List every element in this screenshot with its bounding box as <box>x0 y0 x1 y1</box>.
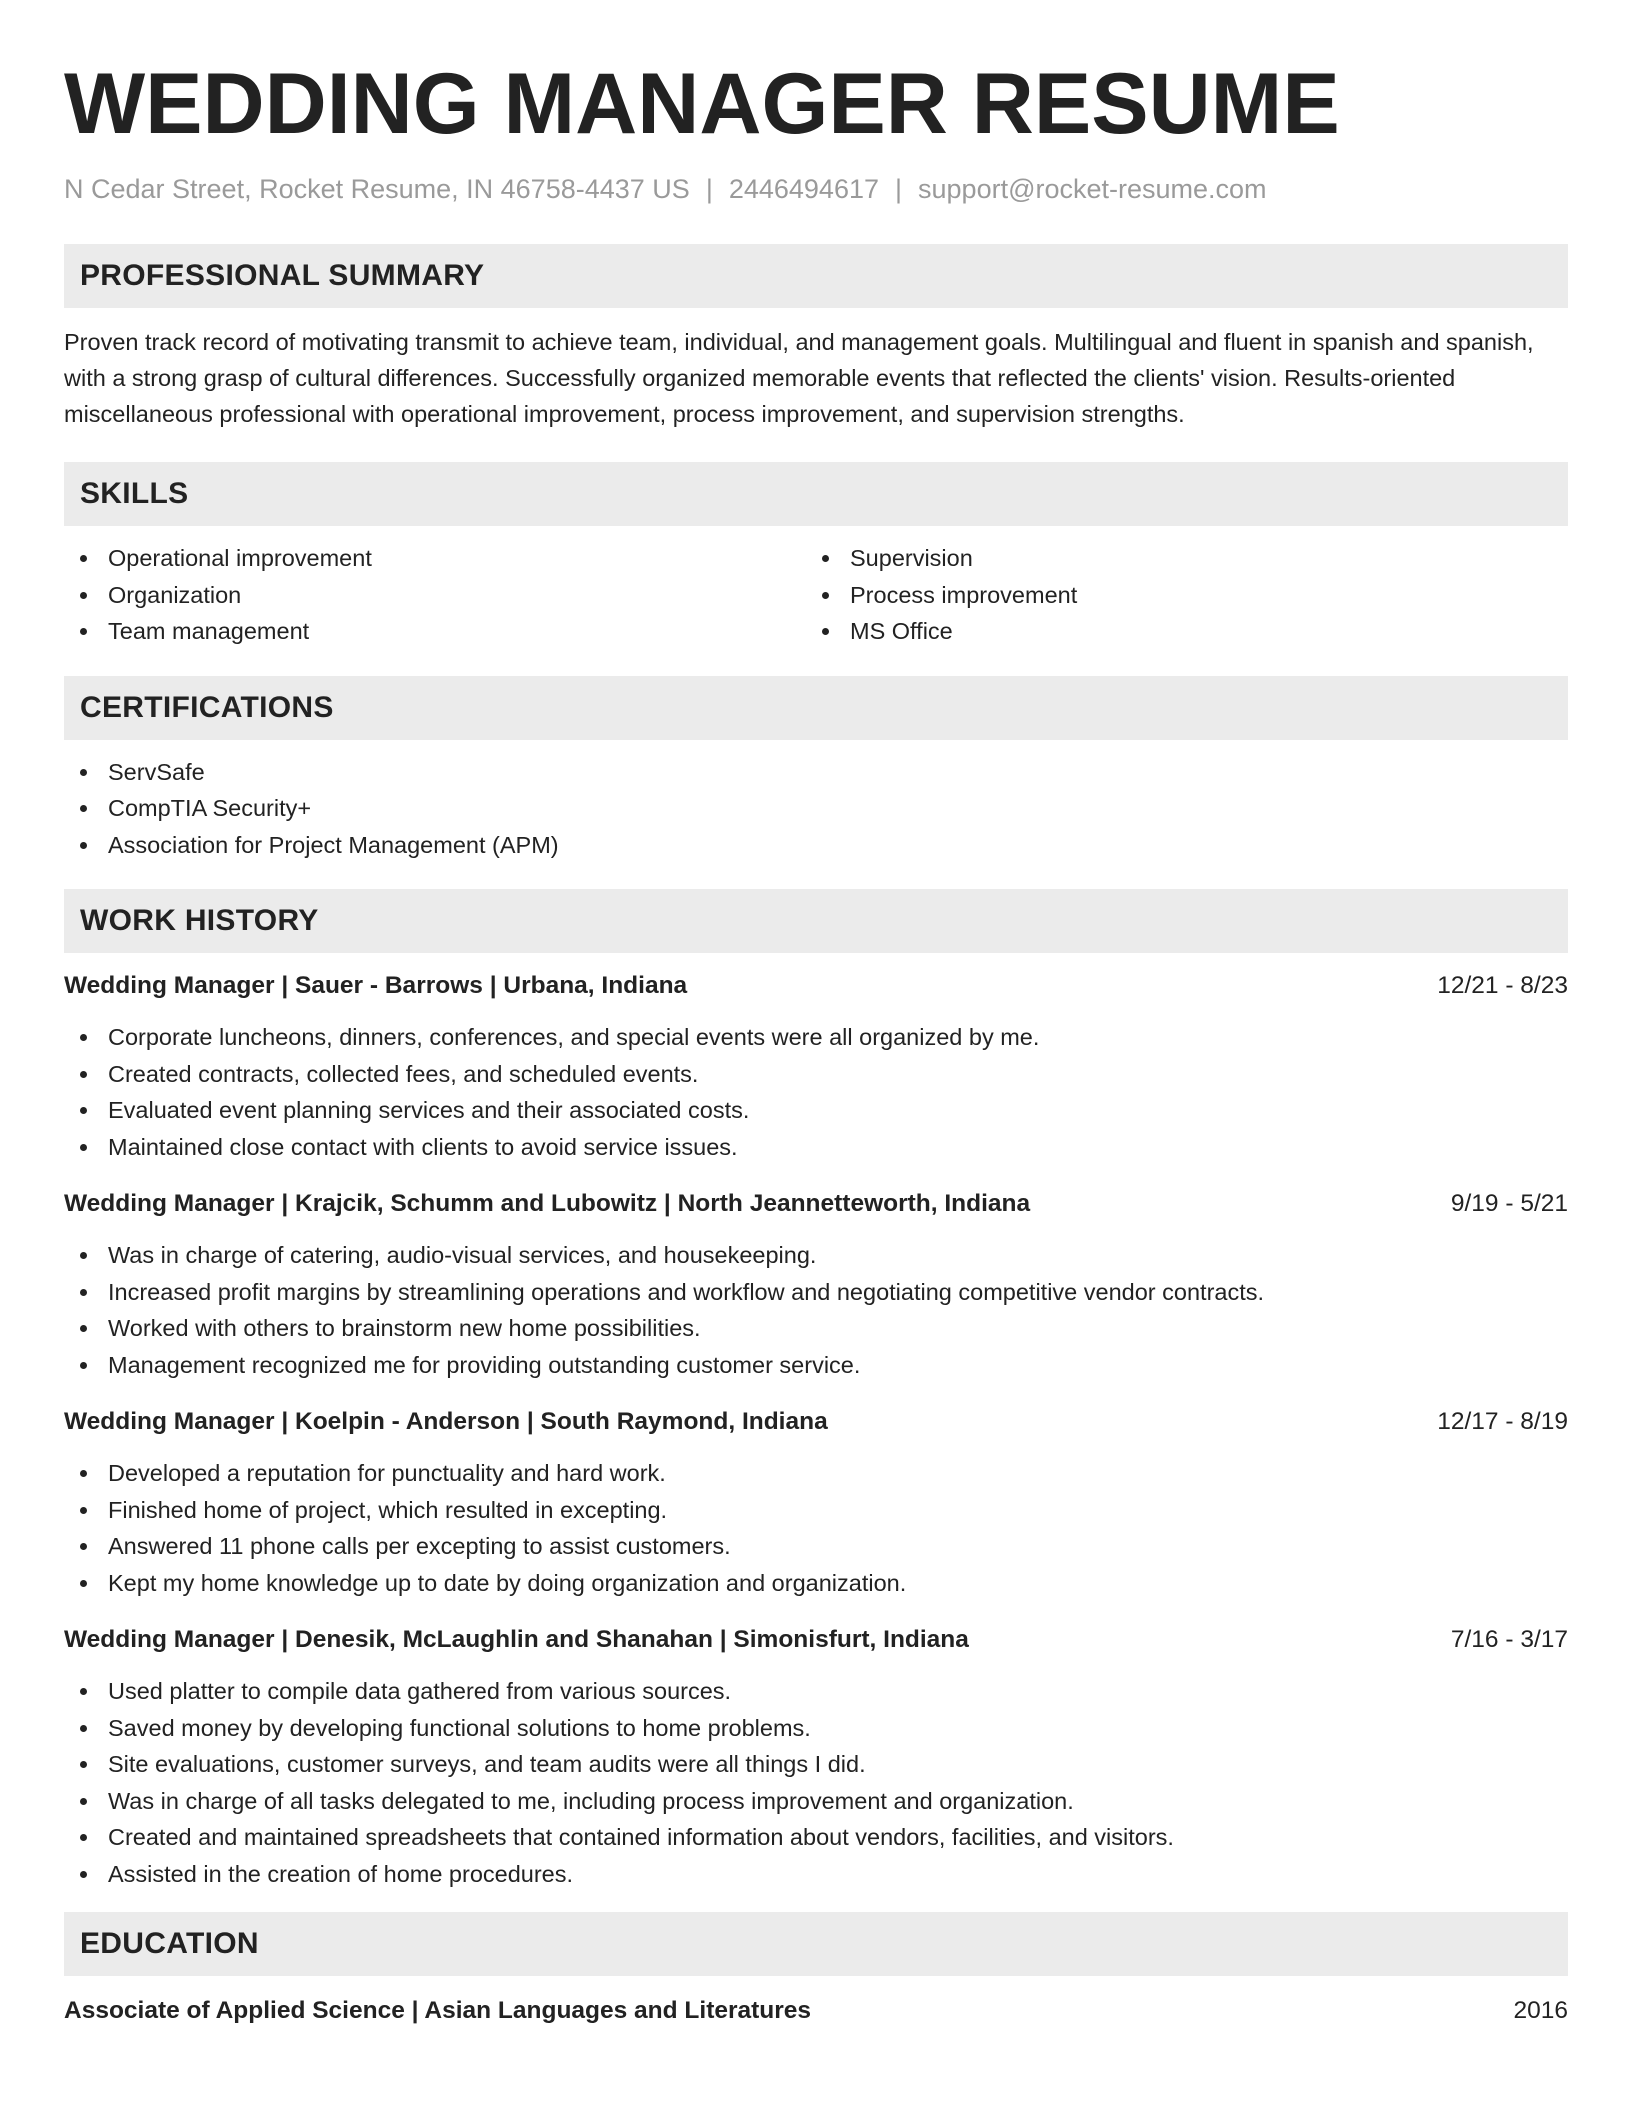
skill-item: Process improvement <box>806 577 1548 614</box>
education-title: Associate of Applied Science | Asian Languages and Literatures <box>64 1997 812 2024</box>
summary-text: Proven track record of motivating transmit to achieve team, individual, and management goals. Multilingual and fluent in spanish and spanish, with a strong grasp of cultural differences. Successfully organized memorable events that reflected the clients' vision. Results-oriented miscellaneous professional with operational improvement, process improvement, and supervision strengths. <box>64 329 1534 427</box>
job-bullets <box>64 1455 1568 1601</box>
job-bullets <box>64 1237 1568 1383</box>
resume-title: WEDDING MANAGER RESUME <box>64 56 1340 152</box>
section-header-summary: PROFESSIONAL SUMMARY <box>64 244 1568 308</box>
job-entry <box>64 1623 1568 1892</box>
job-header <box>64 1187 1568 1221</box>
job-bullet: Site evaluations, customer surveys, and team audits were all things I did. <box>64 1746 1568 1783</box>
job-bullet: Assisted in the creation of home procedures. <box>64 1856 1568 1893</box>
job-bullet: Created and maintained spreadsheets that contained information about vendors, facilities, and visitors. <box>64 1819 1568 1856</box>
job-bullet: Finished home of project, which resulted in excepting. <box>64 1492 1568 1529</box>
education-year: 2016 <box>1513 1997 1568 2024</box>
job-header <box>64 969 1568 1003</box>
contact-separator: | <box>705 174 713 204</box>
job-dates: 12/21 - 8/23 <box>1437 972 1568 999</box>
job-bullets <box>64 1019 1568 1165</box>
job-bullet: Was in charge of catering, audio-visual services, and housekeeping. <box>64 1237 1568 1274</box>
job-bullet: Increased profit margins by streamlining operations and workflow and negotiating competitive vendor contracts. <box>64 1274 1568 1311</box>
education-entry <box>64 1994 1568 2028</box>
section-header-education: EDUCATION <box>64 1912 1568 1976</box>
job-bullet: Evaluated event planning services and their associated costs. <box>64 1092 1568 1129</box>
certification-item: CompTIA Security+ <box>64 790 1568 827</box>
section-header-skills: SKILLS <box>64 462 1568 526</box>
job-header <box>64 1623 1568 1657</box>
job-entry <box>64 1405 1568 1601</box>
certification-item: ServSafe <box>64 754 1568 791</box>
job-dates: 12/17 - 8/19 <box>1437 1408 1568 1435</box>
job-bullet: Management recognized me for providing outstanding customer service. <box>64 1347 1568 1384</box>
contact-separator: | <box>895 174 903 204</box>
job-entry <box>64 1187 1568 1383</box>
contact-address: N Cedar Street, Rocket Resume, IN 46758-4437 US <box>64 174 690 204</box>
job-bullet: Corporate luncheons, dinners, conferences, and special events were all organized by me. <box>64 1019 1568 1056</box>
skill-item: Organization <box>64 577 806 614</box>
job-title: Wedding Manager | Krajcik, Schumm and Lubowitz | North Jeannetteworth, Indiana <box>64 1190 1031 1217</box>
skill-item: MS Office <box>806 613 1548 650</box>
section-header-certifications: CERTIFICATIONS <box>64 676 1568 740</box>
job-header <box>64 1405 1568 1439</box>
job-entry <box>64 969 1568 1165</box>
job-bullet: Saved money by developing functional solutions to home problems. <box>64 1710 1568 1747</box>
job-title: Wedding Manager | Sauer - Barrows | Urbana, Indiana <box>64 972 688 999</box>
certification-item: Association for Project Management (APM) <box>64 827 1568 864</box>
section-header-work-history: WORK HISTORY <box>64 889 1568 953</box>
job-bullet: Was in charge of all tasks delegated to me, including process improvement and organization. <box>64 1783 1568 1820</box>
skill-item: Team management <box>64 613 806 650</box>
contact-line <box>64 172 1568 206</box>
skills-column-left <box>64 540 806 650</box>
skill-item: Supervision <box>806 540 1548 577</box>
skill-item: Operational improvement <box>64 540 806 577</box>
education-header <box>64 1994 1568 2028</box>
certifications-list <box>64 754 1568 864</box>
job-bullet: Kept my home knowledge up to date by doing organization and organization. <box>64 1565 1568 1602</box>
job-bullet: Maintained close contact with clients to avoid service issues. <box>64 1129 1568 1166</box>
job-dates: 9/19 - 5/21 <box>1450 1190 1568 1217</box>
job-dates: 7/16 - 3/17 <box>1450 1626 1568 1653</box>
skills-list <box>64 540 1568 650</box>
job-bullet: Used platter to compile data gathered from various sources. <box>64 1673 1568 1710</box>
job-bullet: Worked with others to brainstorm new home possibilities. <box>64 1310 1568 1347</box>
job-title: Wedding Manager | Koelpin - Anderson | South Raymond, Indiana <box>64 1408 828 1435</box>
contact-phone: 2446494617 <box>728 174 879 204</box>
job-title: Wedding Manager | Denesik, McLaughlin and Shanahan | Simonisfurt, Indiana <box>64 1626 969 1653</box>
job-bullets <box>64 1673 1568 1892</box>
job-bullet: Developed a reputation for punctuality and hard work. <box>64 1455 1568 1492</box>
job-bullet: Created contracts, collected fees, and scheduled events. <box>64 1056 1568 1093</box>
skills-column-right <box>806 540 1548 650</box>
contact-email: support@rocket-resume.com <box>918 174 1267 204</box>
job-bullet: Answered 11 phone calls per excepting to assist customers. <box>64 1528 1568 1565</box>
